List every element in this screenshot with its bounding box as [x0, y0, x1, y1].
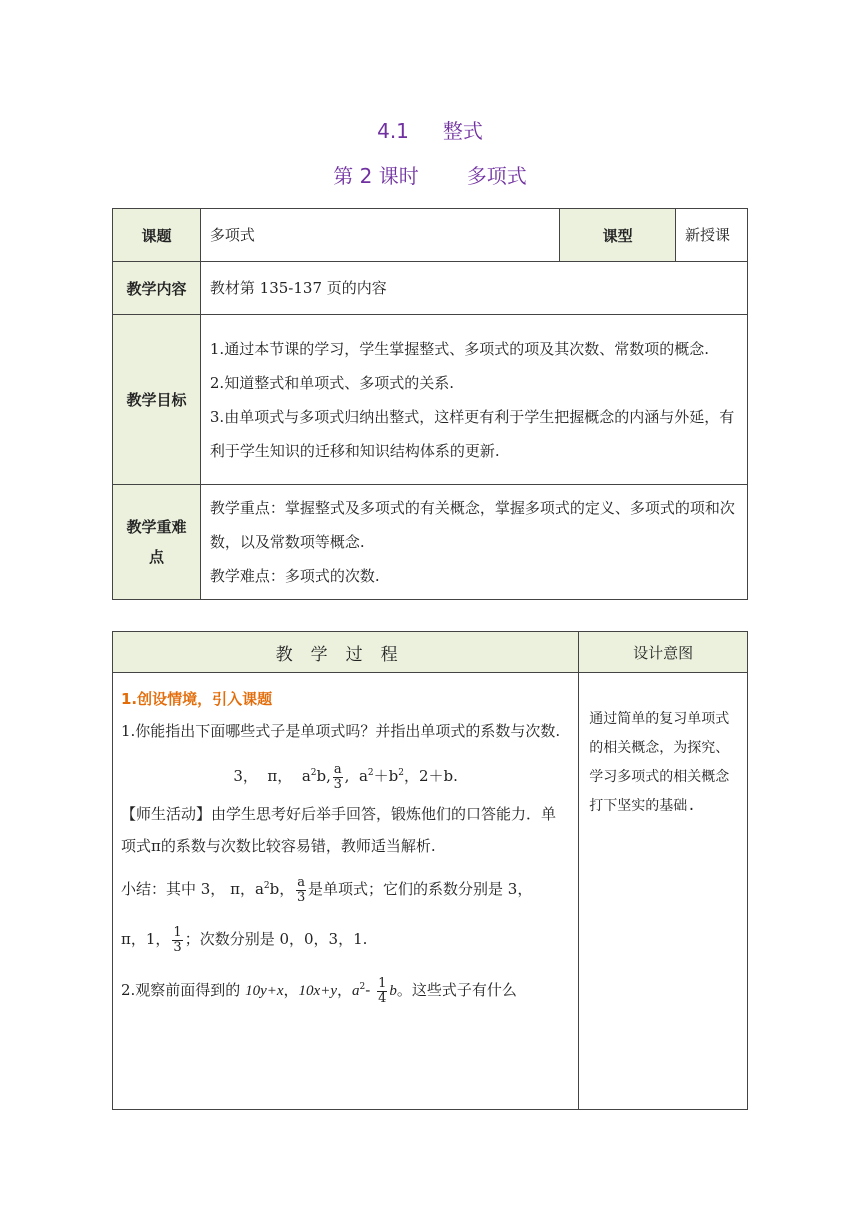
- key-point: 教学重点：掌握整式及多项式的有关概念，掌握多项式的定义、多项式的项和次数，以及常数项等概念.: [209, 499, 735, 551]
- lesson-name: 多项式: [466, 164, 527, 188]
- lesson-number: 第 2 课时: [333, 164, 419, 188]
- fraction: $\frac{1}{4}$: [378, 975, 387, 1006]
- topic-label: 课题: [113, 209, 201, 262]
- key-points-label: 教学重难点: [113, 485, 201, 600]
- design-note: 通过简单的复习单项式的相关概念，为探究、学习多项式的相关概念打下坚实的基础.: [579, 673, 748, 1110]
- type-value: 新授课: [676, 209, 748, 262]
- goals-label: 教学目标: [113, 315, 201, 485]
- section-number: 4.1: [377, 119, 409, 143]
- lesson-info-table: [112, 208, 748, 600]
- section-heading: 1.创设情境，引入课题: [121, 690, 273, 708]
- summary-line-1: 小结：其中 3， π，$a^2b$， $\frac{a}{3}$ 是单项式；它们的系数分别是 3，: [121, 874, 533, 905]
- key-point: 教学难点：多项式的次数.: [209, 567, 380, 585]
- summary-line-2: π，1， $\frac{1}{3}$ ；次数分别是 0，0，3，1.: [121, 924, 368, 955]
- expr-term: 3，: [233, 767, 258, 785]
- question-1: 1.你能指出下面哪些式子是单项式吗？并指出单项式的系数与次数.: [121, 722, 561, 740]
- goals-row: [113, 315, 748, 485]
- content-value: 教材第 135-137 页的内容: [200, 262, 747, 315]
- fraction: $\frac{1}{3}$: [173, 924, 182, 955]
- question-2: 2.观察前面得到的 10y+x，10x+y，$a^2-$ $\frac{1}{4}$ b。这些式子有什么: [121, 975, 517, 1006]
- topic-row: [113, 209, 748, 262]
- key-points-list: [200, 485, 747, 600]
- fraction: $\frac{a}{3}$: [296, 874, 306, 905]
- process-header: 教学过程: [113, 632, 579, 673]
- goal-item: 2.知道整式和单项式、多项式的关系.: [209, 373, 454, 392]
- goal-item: 1.通过本节课的学习，学生掌握整式、多项式的项及其次数、常数项的概念.: [209, 339, 709, 358]
- fraction: $\frac{a}{3}$: [333, 761, 342, 792]
- process-body-row: [113, 673, 748, 1110]
- activity-text: 【师生活动】由学生思考好后举手回答，锻炼他们的口答能力．单项式π的系数与次数比较容易错，教师适当解析.: [121, 805, 557, 855]
- goal-item: 3.由单项式与多项式归纳出整式，这样更有利于学生把握概念的内涵与外延，有利于学生知识的迁移和知识结构体系的更新.: [209, 407, 735, 460]
- teaching-process-table: [112, 631, 748, 1110]
- lesson-title: [0, 160, 860, 189]
- expr-term: a: [301, 767, 311, 785]
- expression-list: 3， π， $a^2b$, $\frac{a}{3}$ , $a^2+b^2$，2＋b.: [233, 761, 458, 792]
- content-row: [113, 262, 748, 315]
- section-title: [0, 115, 860, 144]
- process-content: [113, 673, 579, 1110]
- process-header-row: [113, 632, 748, 673]
- expr-term: ，2＋b.: [404, 767, 458, 785]
- topic-value: 多项式: [200, 209, 559, 262]
- content-label: 教学内容: [113, 262, 201, 315]
- key-points-row: [113, 485, 748, 600]
- expr-term: π，: [267, 767, 293, 785]
- expr-term: b,: [316, 767, 331, 785]
- expr-sep: ,: [344, 767, 350, 785]
- expr-exponent: 2: [310, 768, 317, 778]
- goals-list: [200, 315, 747, 485]
- section-name: 整式: [442, 119, 483, 143]
- design-header: 设计意图: [579, 632, 748, 673]
- type-label: 课型: [560, 209, 676, 262]
- expr-term: a: [358, 767, 368, 785]
